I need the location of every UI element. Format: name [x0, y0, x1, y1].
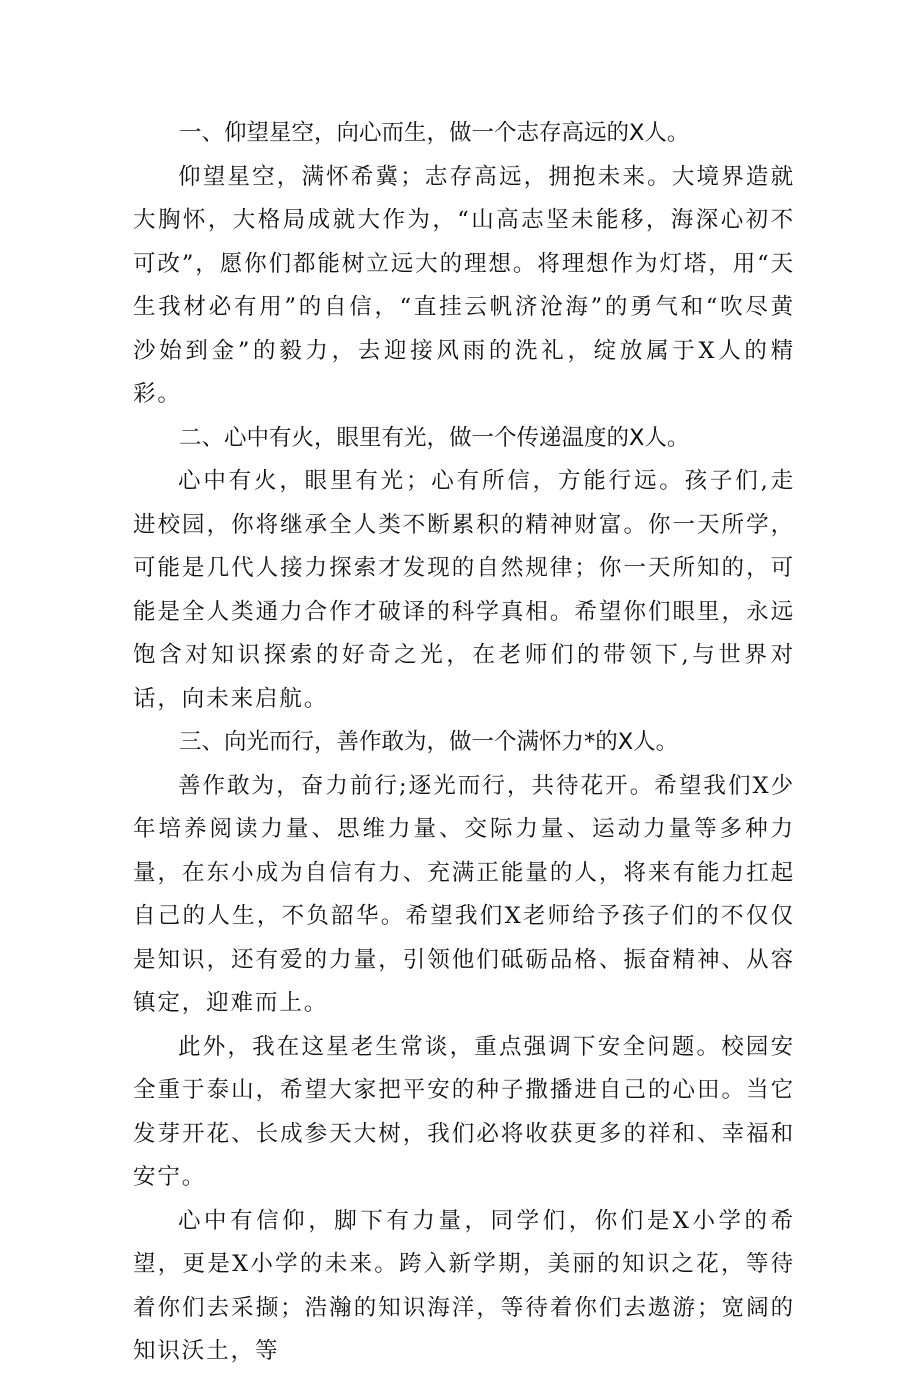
paragraph-2: 心中有火，眼里有光；心有所信，方能行远。孩子们,走进校园，你将继承全人类不断累积的精神财富。你一天所学，可能是几代人接力探索才发现的自然规律；你一天所知的，可能是全人类通力合作才破译的科学真相。希望你们眼里，永远饱含对知识探索的好奇之光，在老师们的带领下,与世界对话，向未来启航。	[133, 468, 795, 712]
paragraph-5: 心中有信仰，脚下有力量，同学们，你们是X小学的希望，更是X小学的未来。跨入新学期，美丽的知识之花，等待着你们去采撷；浩瀚的知识海洋，等待着你们去遨游；宽阔的知识沃土，等	[133, 1207, 795, 1364]
paragraph-1: 仰望星空，满怀希冀；志存高远，拥抱未来。大境界造就大胸怀，大格局成就大作为，“山高志坚未能移，海深心初不可改”，愿你们都能树立远大的理想。将理想作为灯塔，用“天生我材必有用”的自信，“直挂云帆济沧海”的勇气和“吹尽黄沙始到金”的毅力，去迎接风雨的洗礼，绽放属于X人的精彩。	[133, 163, 795, 407]
paragraph-4: 此外，我在这星老生常谈，重点强调下安全问题。校园安全重于泰山，希望大家把平安的种子撒播进自己的心田。当它发芽开花、长成参天大树，我们必将收获更多的祥和、幸福和安宁。	[133, 1033, 795, 1190]
section-heading-3: 三、向光而行，善作敢为，做一个满怀力*的X人。	[179, 729, 679, 755]
paragraph-3: 善作敢为，奋力前行;逐光而行，共待花开。希望我们X少年培养阅读力量、思维力量、交际力量、运动力量等多种力量，在东小成为自信有力、充满正能量的人，将来有能力扛起自己的人生，不负韶华。希望我们X老师给予孩子们的不仅仅是知识，还有爱的力量，引领他们砥砺品格、振奋精神、从容镇定，迎难而上。	[133, 772, 795, 1016]
section-heading-1: 一、仰望星空，向心而生，做一个志存高远的X人。	[179, 120, 690, 146]
document-body	[133, 112, 795, 1374]
section-heading-2: 二、心中有火，眼里有光，做一个传递温度的X人。	[179, 424, 690, 451]
